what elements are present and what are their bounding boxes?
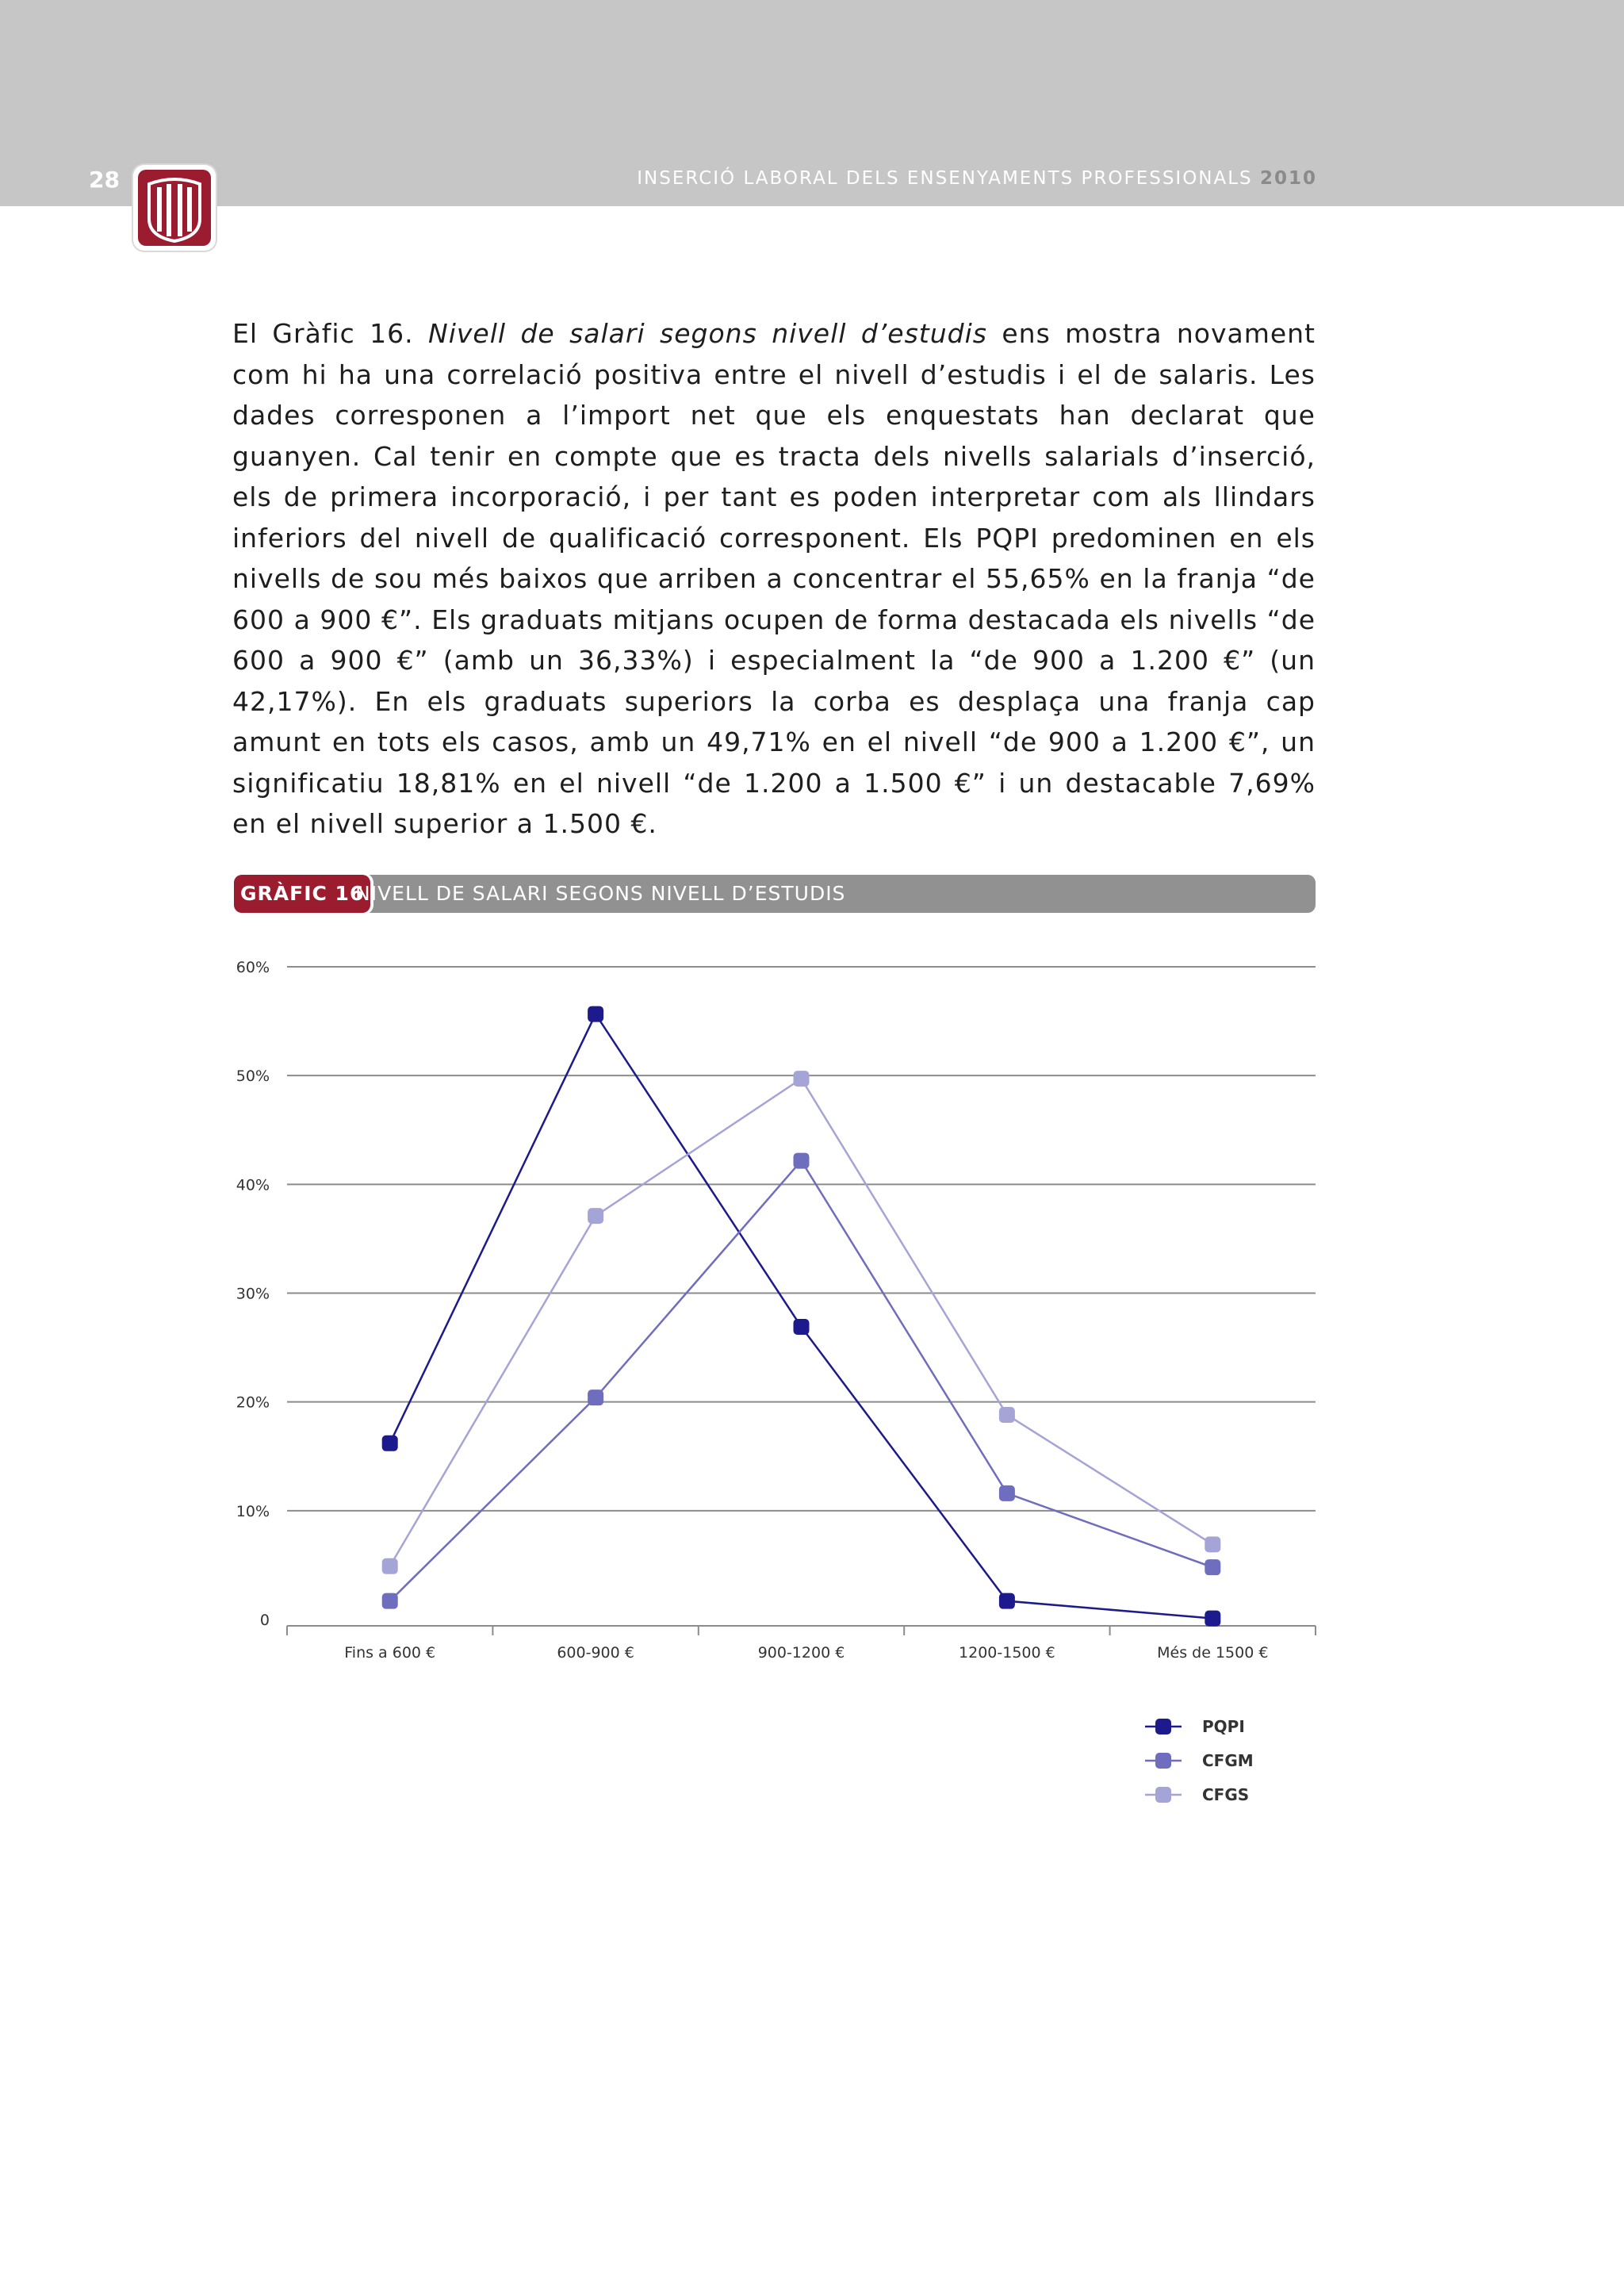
data-point-cfgm xyxy=(588,1389,603,1405)
data-point-cfgs xyxy=(794,1071,810,1087)
y-tick-label: 10% xyxy=(236,1502,270,1520)
series-line-cfgm xyxy=(390,1161,1213,1601)
data-point-cfgs xyxy=(1205,1536,1220,1552)
chart-number-tag: GRÀFIC 16 xyxy=(234,875,370,913)
running-title-text: INSERCIÓ LABORAL DELS ENSENYAMENTS PROFESSIONALS xyxy=(637,168,1253,189)
x-tick-label: 900-1200 € xyxy=(757,1644,845,1662)
data-point-cfgm xyxy=(1205,1559,1220,1575)
data-point-cfgs xyxy=(999,1407,1015,1423)
data-point-cfgm xyxy=(382,1593,398,1609)
page-number: 28 xyxy=(89,167,120,193)
legend-marker-pqpi xyxy=(1155,1719,1171,1734)
x-tick-label: Més de 1500 € xyxy=(1157,1644,1269,1662)
data-point-pqpi xyxy=(382,1435,398,1451)
paragraph-rest: ens mostra novament com hi ha una correlació positiva entre el nivell d’estudis i el de salaris. Les dades corresponen a l’import net que els enquestats han declarat que guanyen. Cal tenir en compte que es tracta dels nivells salarials d’inserció, els de primera incorporació, i per tant es poden interpretar com als llindars inferiors del nivell de qualificació corresponent. Els PQPI predominen en els nivells de sou més baixos que arriben a concentrar el 55,65% en la franja “de 600 a 900 €”. Els graduats mitjans ocupen de forma destacada els nivells “de 600 a 900 €” (amb un 36,33%) i especialment la “de 900 a 1.200 €” (un 42,17%). En els graduats superiors la corba es desplaça una franja cap amunt en tots els casos, amb un 49,71% en el nivell “de 900 a 1.200 €”, un significatiu 18,81% en el nivell “de 1.200 a 1.500 €” i un destacable 7,69% en el nivell superior a 1.500 €. xyxy=(232,318,1316,839)
x-tick-label: Fins a 600 € xyxy=(344,1644,436,1662)
paragraph-intro: El Gràfic 16. xyxy=(232,318,429,349)
data-point-pqpi xyxy=(588,1006,603,1022)
y-tick-label: 50% xyxy=(236,1068,270,1086)
series-line-pqpi xyxy=(390,1014,1213,1619)
data-point-cfgm xyxy=(999,1485,1015,1501)
y-tick-label: 30% xyxy=(236,1285,270,1303)
data-point-cfgm xyxy=(794,1153,810,1169)
data-point-pqpi xyxy=(794,1319,810,1335)
y-tick-label: 60% xyxy=(236,959,270,976)
data-point-pqpi xyxy=(1205,1611,1220,1627)
legend-marker-cfgs xyxy=(1155,1787,1171,1803)
paragraph-italic-title: Nivell de salari segons nivell d’estudis xyxy=(428,318,987,349)
y-tick-label: 40% xyxy=(236,1176,270,1194)
legend-label-cfgm: CFGM xyxy=(1202,1751,1254,1770)
data-point-pqpi xyxy=(999,1593,1015,1609)
running-title-year: 2010 xyxy=(1259,168,1317,189)
y-tick-label: 20% xyxy=(236,1393,270,1412)
y-tick-label: 0 xyxy=(259,1612,270,1629)
data-point-cfgs xyxy=(588,1208,603,1224)
legend-label-cfgs: CFGS xyxy=(1202,1785,1250,1804)
data-point-cfgs xyxy=(382,1558,398,1574)
x-tick-label: 1200-1500 € xyxy=(959,1644,1055,1662)
legend-label-pqpi: PQPI xyxy=(1202,1717,1245,1736)
chart-caption: NIVELL DE SALARI SEGONS NIVELL D’ESTUDIS xyxy=(355,882,846,905)
legend-marker-cfgm xyxy=(1155,1753,1171,1769)
x-tick-label: 600-900 € xyxy=(557,1644,634,1662)
